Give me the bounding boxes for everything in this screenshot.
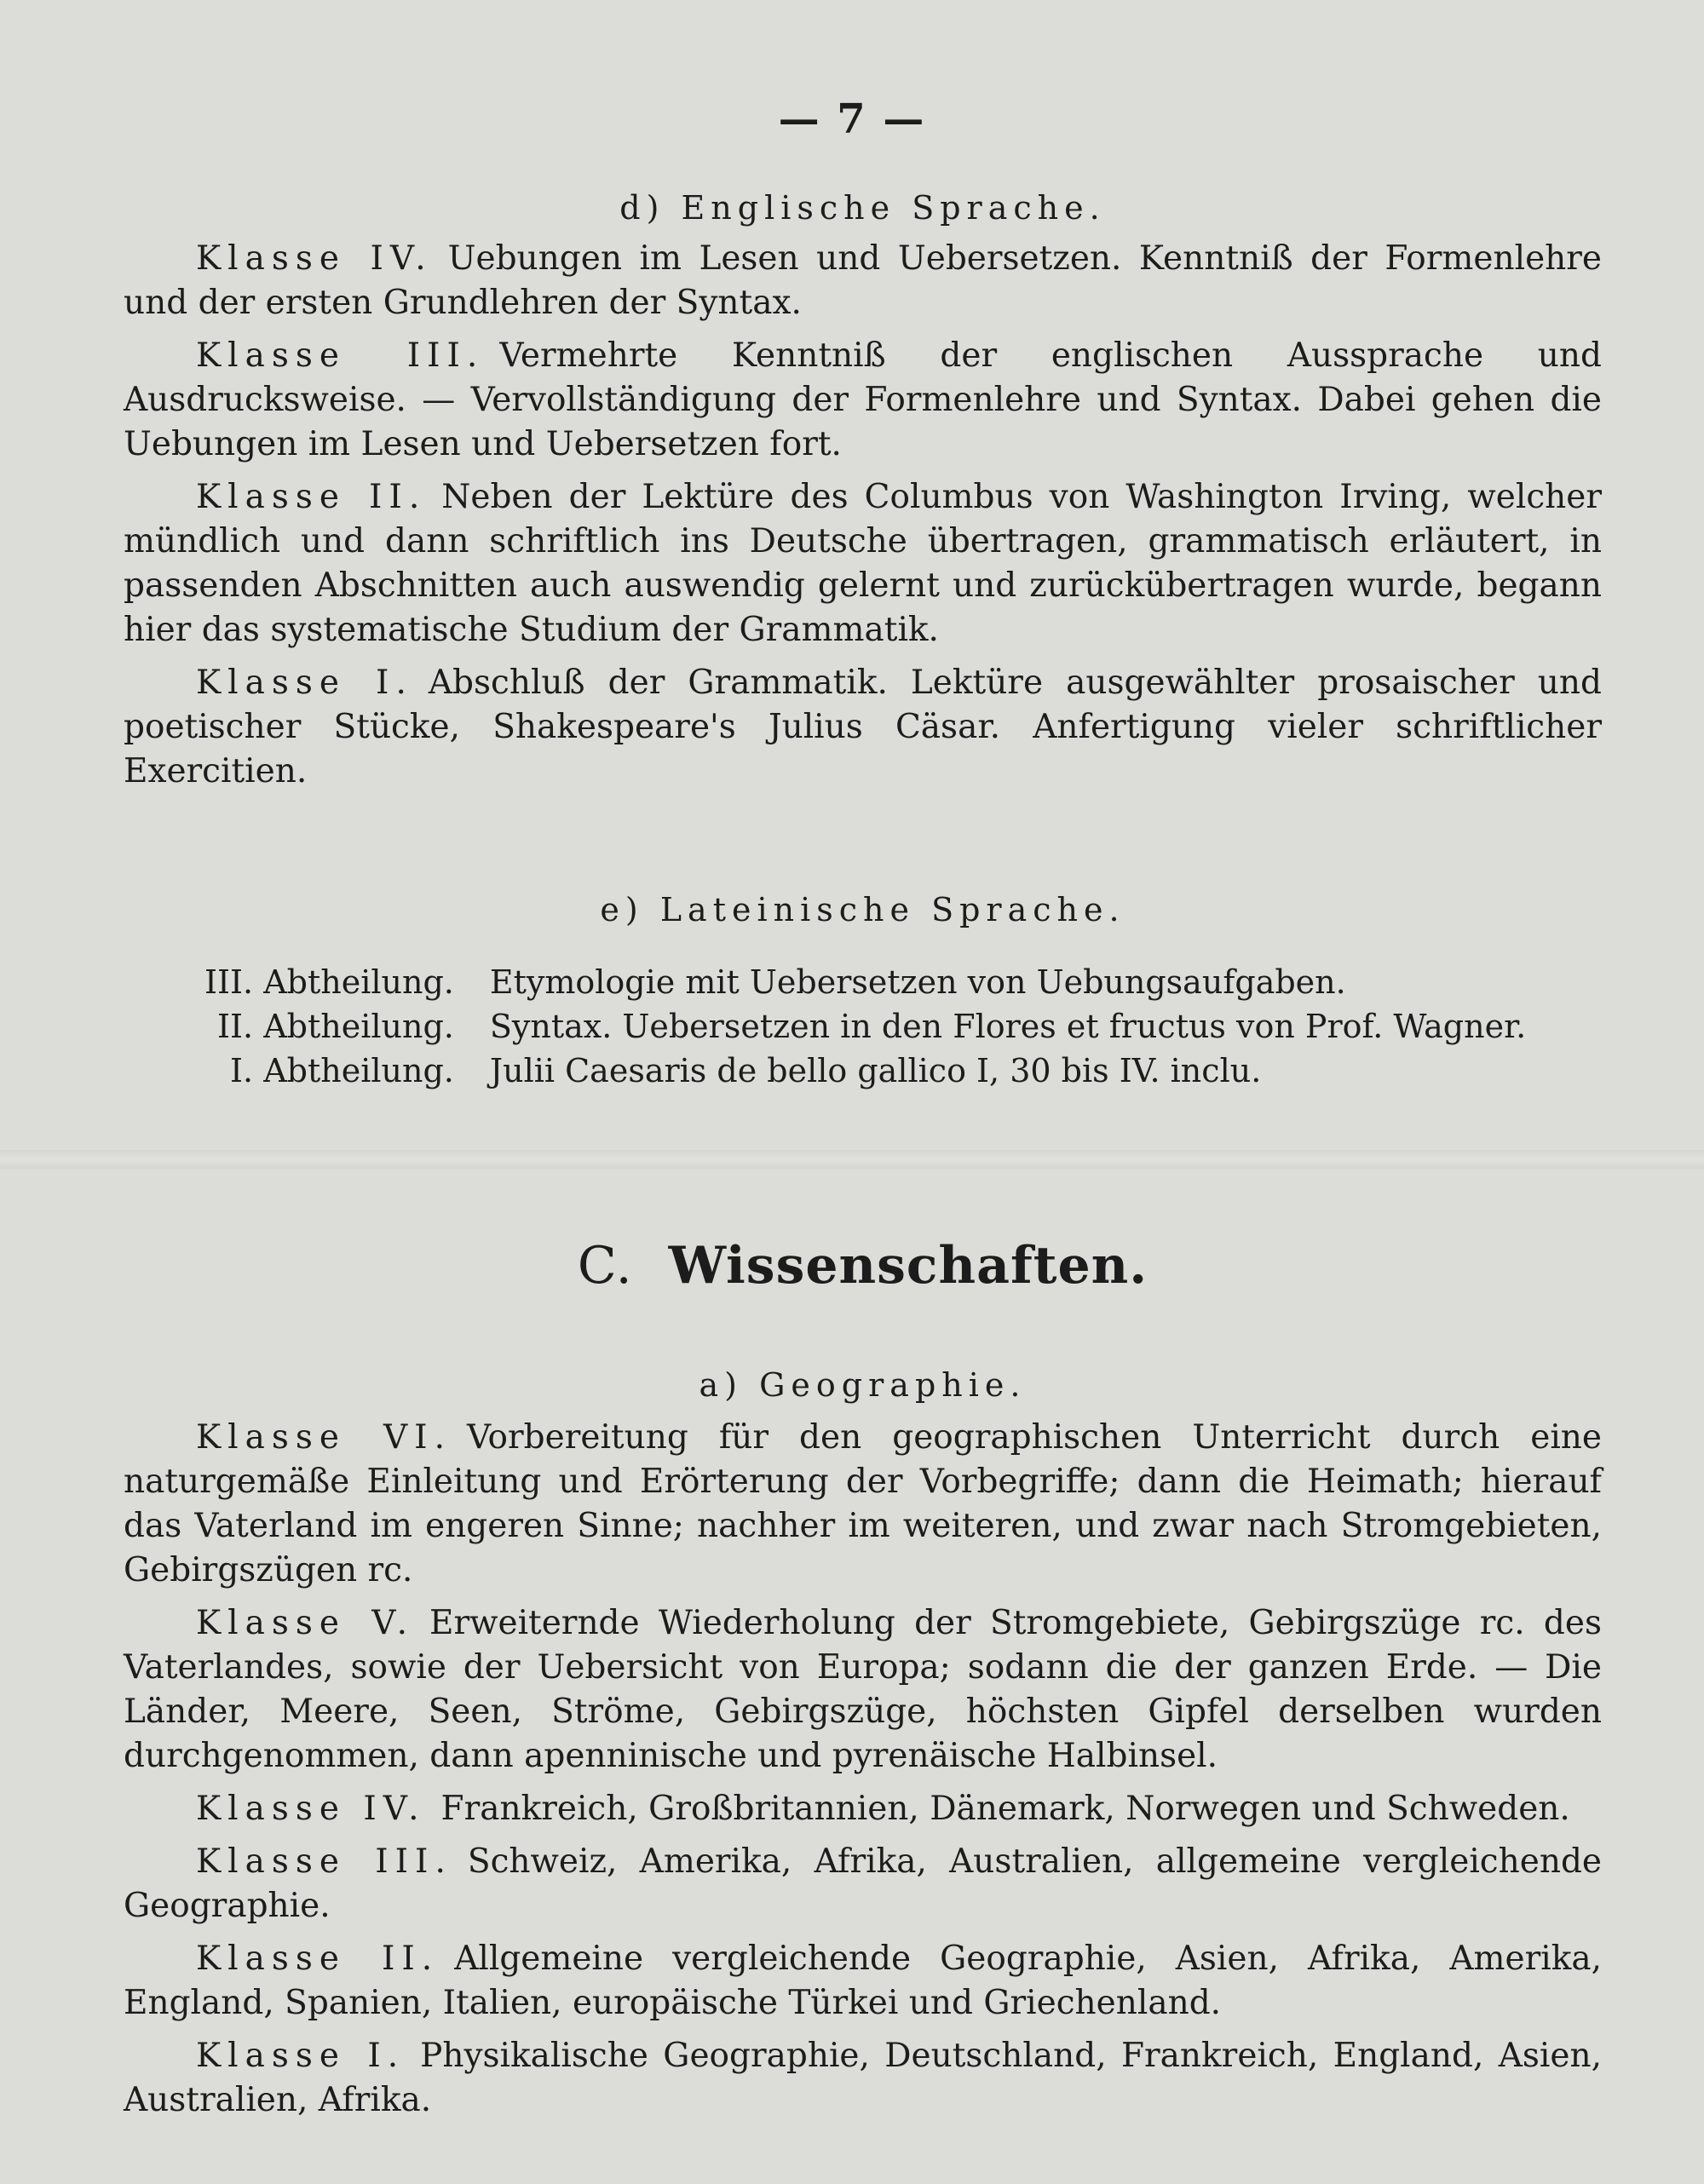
klasse-label: Klasse I. xyxy=(196,664,413,702)
latin-section xyxy=(124,888,1602,1093)
latin-row-label: II. Abtheilung. xyxy=(217,1008,454,1045)
paragraph-text: Frankreich, Großbritannien, Dänemark, Norwegen und Schweden. xyxy=(440,1790,1570,1828)
klasse-label: Klasse IV. xyxy=(196,1790,426,1828)
paragraph-text: Neben der Lektüre des Columbus von Washington Irving, welcher mündlich und dann schriftlich ins Deutsche übertragen, grammatisch erläutert, in passenden Abschnitten auch auswendig gelernt und zurückübertragen wurde, begann hier das systematische Studium der Grammatik. xyxy=(124,478,1602,649)
geography-klasse-i xyxy=(124,2034,1602,2123)
klasse-label: Klasse III. xyxy=(196,336,485,375)
klasse-label: Klasse VI. xyxy=(196,1418,452,1457)
klasse-label: Klasse II. xyxy=(196,478,427,516)
geography-klasse-iv xyxy=(124,1787,1602,1831)
english-klasse-i xyxy=(124,661,1602,794)
paragraph-text: Abschluß der Grammatik. Lektüre ausgewählter prosaischer und poetischer Stücke, Shakespeare's Julius Cäsar. Anfertigung vieler schriftlicher Exercitien. xyxy=(124,664,1603,790)
paragraph-text: Erweiternde Wiederholung der Stromgebiete, Gebirgszüge rc. des Vaterlandes, sowie der Uebersicht von Europa; sodann die der ganzen Erde. — Die Länder, Meere, Seen, Ströme, Gebirgszüge, höchsten Gipfel derselben wurden durchgenommen, dann apenninische und pyrenäische Halbinsel. xyxy=(124,1604,1602,1775)
latin-row-text: Julii Caesaris de bello gallico I, 30 bis IV. inclu. xyxy=(489,1052,1262,1089)
paper-fold xyxy=(0,1150,1704,1169)
latin-row xyxy=(204,1049,1526,1093)
latin-heading: e) Lateinische Sprache. xyxy=(600,891,1125,928)
geography-klasse-vi xyxy=(124,1416,1602,1593)
latin-row-text: Etymologie mit Uebersetzen von Uebungsaufgaben. xyxy=(489,963,1346,1001)
paragraph-text: Vermehrte Kenntniß der englischen Aussprache und Ausdrucksweise. — Vervollständigung der Formenlehre und Syntax. Dabei gehen die Uebungen im Lesen und Uebersetzen fort. xyxy=(124,336,1602,463)
latin-table xyxy=(204,960,1526,1093)
section-c xyxy=(124,1236,1602,1296)
page-number: — 7 — xyxy=(778,95,926,143)
geography-klasse-iii xyxy=(124,1840,1602,1928)
geography-section xyxy=(124,1363,1602,2123)
klasse-label: Klasse IV. xyxy=(196,239,433,278)
geography-klasse-ii xyxy=(124,1937,1602,2026)
english-section xyxy=(124,186,1602,794)
section-c-title: Wissenschaften. xyxy=(668,1236,1148,1296)
paragraph-text: Uebungen im Lesen und Uebersetzen. Kenntniß der Formenlehre und der ersten Grundlehren der Syntax. xyxy=(124,239,1602,322)
geography-heading: a) Geographie. xyxy=(699,1366,1027,1404)
klasse-label: Klasse II. xyxy=(196,1940,440,1978)
paragraph-text: Schweiz, Amerika, Afrika, Australien, allgemeine vergleichende Geographie. xyxy=(124,1842,1603,1925)
latin-row xyxy=(204,960,1526,1004)
english-klasse-iv xyxy=(124,237,1602,325)
latin-row-label: I. Abtheilung. xyxy=(230,1052,454,1089)
latin-row xyxy=(204,1004,1526,1049)
geography-klasse-v xyxy=(124,1601,1602,1779)
latin-row-text: Syntax. Uebersetzen in den Flores et fructus von Prof. Wagner. xyxy=(489,1008,1527,1045)
paragraph-text: Physikalische Geographie, Deutschland, Frankreich, England, Asien, Australien, Afrika. xyxy=(124,2037,1602,2119)
section-c-letter: C. xyxy=(577,1236,633,1296)
english-heading: d) Englische Sprache. xyxy=(619,189,1106,227)
english-klasse-ii xyxy=(124,475,1602,652)
paragraph-text: Vorbereitung für den geographischen Unterricht durch eine naturgemäße Einleitung und Erörterung der Vorbegriffe; dann die Heimath; hierauf das Vaterland im engeren Sinne; nachher im weiteren, und zwar nach Stromgebieten, Gebirgszügen rc. xyxy=(124,1418,1602,1589)
latin-row-label: III. Abtheilung. xyxy=(204,963,454,1001)
paragraph-text: Allgemeine vergleichende Geographie, Asien, Afrika, Amerika, England, Spanien, Italien, europäische Türkei und Griechenland. xyxy=(124,1940,1602,2022)
klasse-label: Klasse V. xyxy=(196,1604,414,1642)
section-c-heading xyxy=(124,1236,1602,1296)
klasse-label: Klasse III. xyxy=(196,1842,452,1881)
english-klasse-iii xyxy=(124,334,1602,467)
klasse-label: Klasse I. xyxy=(196,2037,406,2075)
